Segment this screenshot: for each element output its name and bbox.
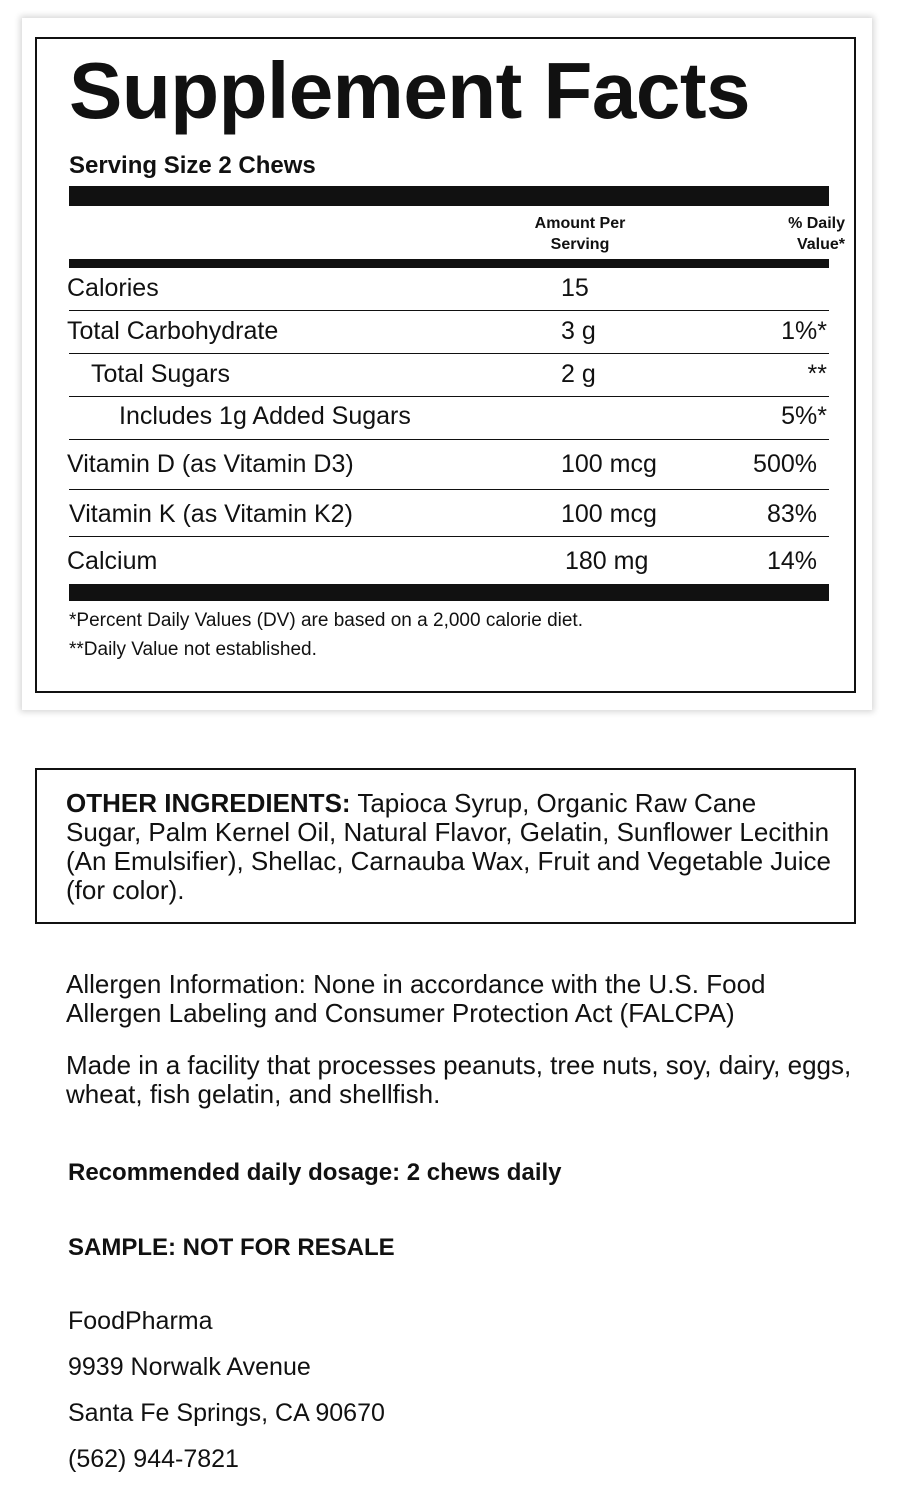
other-ingredients-label: OTHER INGREDIENTS: <box>66 788 351 818</box>
row-dv-total-sugars: ** <box>807 360 827 388</box>
header-daily-value: % Daily Value* <box>788 215 845 253</box>
row-divider <box>69 489 829 490</box>
row-dv-calcium: 14% <box>766 547 817 575</box>
company-street: 9939 Norwalk Avenue <box>68 1353 311 1381</box>
row-dv-vitamin-k: 83% <box>766 500 817 528</box>
supplement-facts-panel <box>35 37 856 693</box>
row-divider <box>69 353 829 354</box>
other-ingredients-box <box>35 768 856 924</box>
row-divider <box>69 396 829 397</box>
row-divider <box>69 439 829 440</box>
other-ingredients-text <box>66 789 836 905</box>
company-city: Santa Fe Springs, CA 90670 <box>68 1399 385 1427</box>
recommended-dosage: Recommended daily dosage: 2 chews daily <box>68 1159 562 1186</box>
row-name-vitamin-k: Vitamin K (as Vitamin K2) <box>69 500 353 528</box>
row-amount-calories: 15 <box>561 274 589 302</box>
footnote-not-established: **Daily Value not established. <box>69 639 317 660</box>
row-name-total-carbohydrate: Total Carbohydrate <box>67 317 279 345</box>
serving-size: Serving Size 2 Chews <box>69 152 316 179</box>
row-name-total-sugars: Total Sugars <box>91 360 230 388</box>
row-name-added-sugars: Includes 1g Added Sugars <box>119 402 411 430</box>
row-dv-added-sugars: 5%* <box>781 402 827 430</box>
company-name: FoodPharma <box>68 1307 213 1335</box>
thick-divider-top <box>69 186 829 206</box>
sample-notice: SAMPLE: NOT FOR RESALE <box>68 1234 395 1261</box>
thick-divider-bottom <box>69 584 829 601</box>
row-amount-total-carbohydrate: 3 g <box>561 317 596 345</box>
other-ingredients-list: Tapioca Syrup, Organic Raw Cane Sugar, Palm Kernel Oil, Natural Flavor, Gelatin, Sunflower Lecithin (An Emulsifier), Shellac, Carnauba Wax, Fruit and Vegetable Juice (for color). <box>66 788 831 905</box>
medium-divider <box>69 259 829 268</box>
row-divider <box>69 536 829 537</box>
facility-statement: Made in a facility that processes peanuts, tree nuts, soy, dairy, eggs, wheat, fish gelatin, and shellfish. <box>66 1050 852 1109</box>
row-amount-total-sugars: 2 g <box>561 360 596 388</box>
row-dv-total-carbohydrate: 1%* <box>781 317 827 345</box>
row-name-calcium: Calcium <box>67 547 158 575</box>
row-amount-vitamin-d: 100 mcg <box>561 450 657 478</box>
row-divider <box>69 310 829 311</box>
row-amount-calcium: 180 mg <box>565 547 649 575</box>
footnote-daily-values: *Percent Daily Values (DV) are based on a 2,000 calorie diet. <box>69 610 583 631</box>
allergen-information: Allergen Information: None in accordance with the U.S. Food Allergen Labeling and Consumer Protection Act (FALCPA) <box>66 969 766 1028</box>
row-name-vitamin-d: Vitamin D (as Vitamin D3) <box>67 450 354 478</box>
row-name-calories: Calories <box>67 274 159 302</box>
row-dv-vitamin-d: 500% <box>753 450 817 478</box>
company-phone: (562) 944-7821 <box>68 1445 239 1473</box>
row-amount-vitamin-k: 100 mcg <box>561 500 657 528</box>
facts-title: Supplement Facts <box>69 46 751 135</box>
header-amount-per-serving: Amount Per Serving <box>534 215 626 253</box>
